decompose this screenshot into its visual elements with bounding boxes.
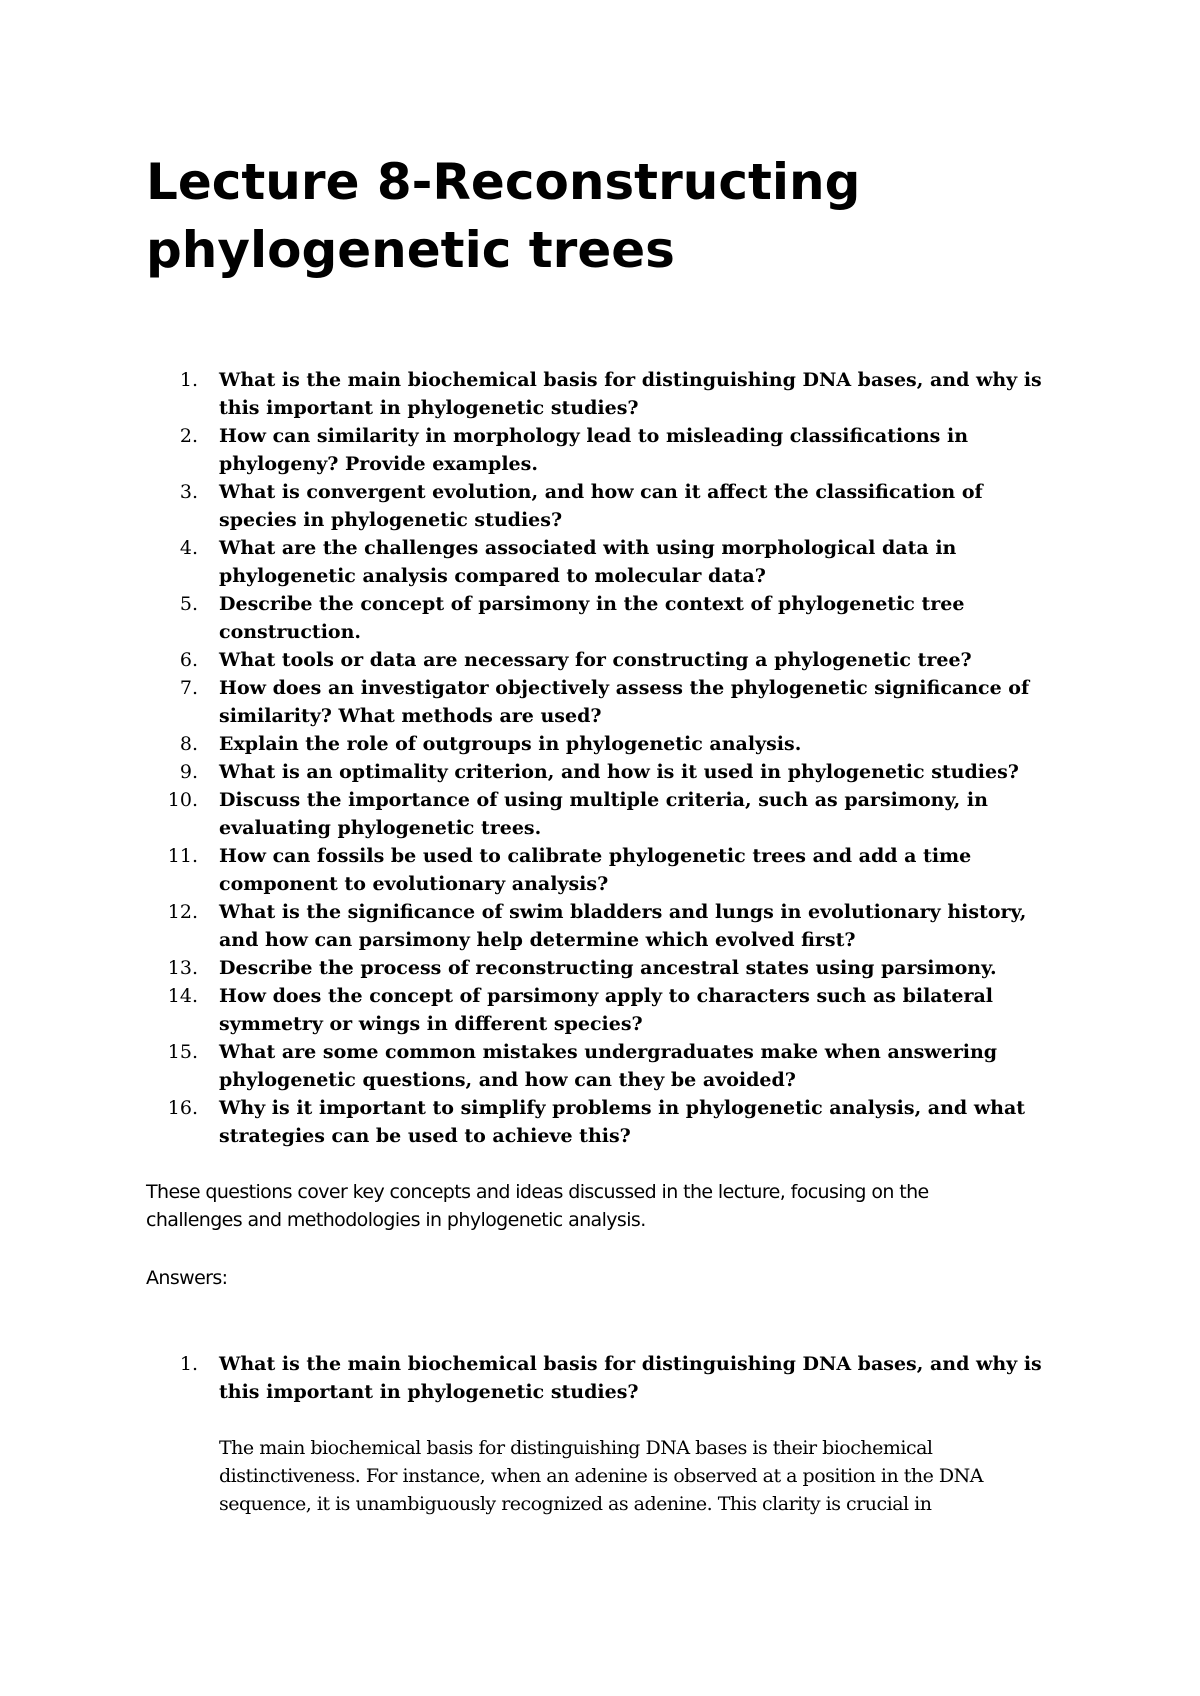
question-text: Discuss the importance of using multiple criteria, such as parsimony, in evaluating phylogenetic trees. [219, 789, 988, 839]
question-item [146, 534, 1066, 590]
question-number: 12. [167, 901, 198, 923]
question-item [146, 422, 1066, 478]
question-number: 8. [179, 733, 198, 755]
question-number: 13. [167, 957, 198, 979]
answer-list [146, 1350, 1066, 1518]
question-item [146, 842, 1066, 898]
question-number: 9. [179, 761, 198, 783]
question-text: What is convergent evolution, and how can it affect the classification of species in phylogenetic studies? [219, 481, 983, 531]
summary-paragraph: These questions cover key concepts and ideas discussed in the lecture, focusing on the challenges and methodologies in phylogenetic analysis. [146, 1181, 929, 1231]
question-text: Describe the concept of parsimony in the context of phylogenetic tree construction. [219, 593, 965, 643]
question-number: 10. [167, 789, 198, 811]
question-text: Describe the process of reconstructing ancestral states using parsimony. [219, 957, 997, 979]
question-text: How does an investigator objectively assess the phylogenetic significance of similarity? What methods are used? [219, 677, 1030, 727]
answers-heading: Answers: [146, 1267, 228, 1289]
question-number: 2. [179, 425, 198, 447]
answer-text: The main biochemical basis for distinguishing DNA bases is their biochemical distinctiveness. For instance, when an adenine is observed at a position in the DNA sequence, it is unambiguously recognized as adenine. This clarity is crucial in [219, 1437, 983, 1515]
question-number: 7. [179, 677, 198, 699]
page-title: Lecture 8-Reconstructing phylogenetic trees [146, 153, 861, 279]
answer-number: 1. [179, 1353, 198, 1375]
question-number: 3. [179, 481, 198, 503]
question-number: 16. [167, 1097, 198, 1119]
question-text: How can fossils be used to calibrate phylogenetic trees and add a time component to evolutionary analysis? [219, 845, 972, 895]
question-item [146, 1094, 1066, 1150]
question-number: 11. [167, 845, 198, 867]
question-text: Explain the role of outgroups in phylogenetic analysis. [219, 733, 802, 755]
question-item [146, 954, 1066, 982]
question-item [146, 898, 1066, 954]
question-item [146, 730, 1066, 758]
question-item [146, 1038, 1066, 1094]
question-item [146, 982, 1066, 1038]
question-item [146, 786, 1066, 842]
question-text: How can similarity in morphology lead to misleading classifications in phylogeny? Provide examples. [219, 425, 969, 475]
question-text: How does the concept of parsimony apply to characters such as bilateral symmetry or wings in different species? [219, 985, 994, 1035]
question-number: 4. [179, 537, 198, 559]
answer-item [146, 1350, 1066, 1518]
question-text: What are some common mistakes undergraduates make when answering phylogenetic questions, and how can they be avoided? [219, 1041, 998, 1091]
question-number: 5. [179, 593, 198, 615]
question-number: 1. [179, 369, 198, 391]
question-number: 6. [179, 649, 198, 671]
question-text: What is the significance of swim bladders and lungs in evolutionary history, and how can parsimony help determine which evolved first? [219, 901, 1027, 951]
question-item [146, 674, 1066, 730]
question-item [146, 590, 1066, 646]
question-item [146, 478, 1066, 534]
question-text: What tools or data are necessary for constructing a phylogenetic tree? [219, 649, 972, 671]
question-text: What are the challenges associated with using morphological data in phylogenetic analysis compared to molecular data? [219, 537, 957, 587]
question-item [146, 646, 1066, 674]
question-item [146, 366, 1066, 422]
question-number: 15. [167, 1041, 198, 1063]
question-number: 14. [167, 985, 198, 1007]
question-list [146, 366, 1066, 1150]
question-text: Why is it important to simplify problems in phylogenetic analysis, and what strategies can be used to achieve this? [219, 1097, 1026, 1147]
question-text: What is an optimality criterion, and how is it used in phylogenetic studies? [219, 761, 1019, 783]
answer-question-text: What is the main biochemical basis for distinguishing DNA bases, and why is this important in phylogenetic studies? [219, 1353, 1042, 1403]
question-item [146, 758, 1066, 786]
question-text: What is the main biochemical basis for distinguishing DNA bases, and why is this important in phylogenetic studies? [219, 369, 1042, 419]
